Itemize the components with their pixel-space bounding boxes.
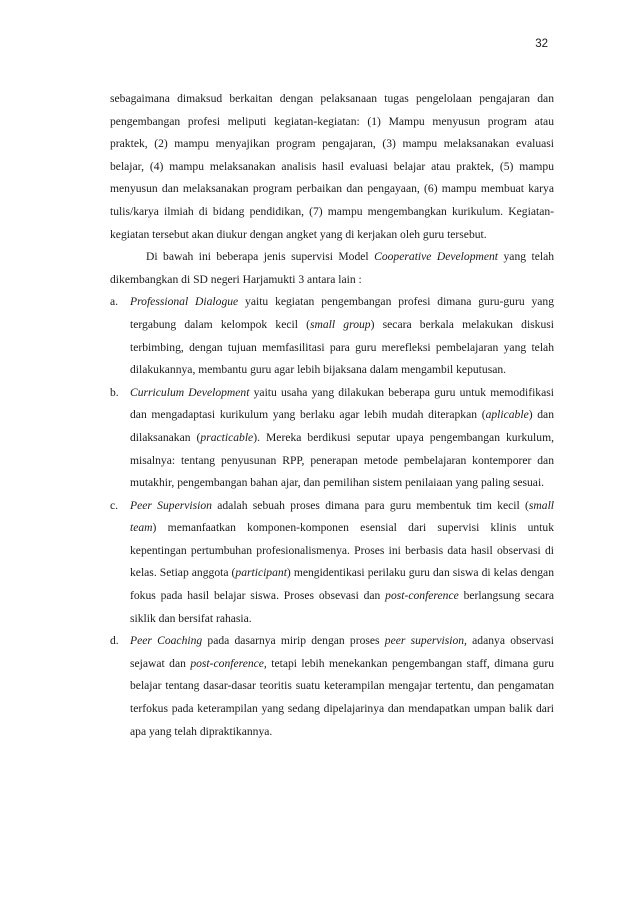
list-item-text	[130, 291, 554, 381]
item-term: Peer Supervision	[130, 498, 212, 512]
list-item-text	[130, 382, 554, 495]
list-item-text	[130, 495, 554, 631]
item-text: adanya observasi sejawat dan	[130, 634, 554, 670]
item-term: Peer Coaching	[130, 634, 203, 648]
item-emphasis: aplicable	[485, 408, 529, 422]
item-term: Curriculum Development	[130, 385, 250, 399]
item-text: ) memanfaatkan komponen-komponen esensial dari supervisi klinis untuk kepentingan pertumbuhan profesionalismenya. Proses ini berbasis data hasil observasi di kelas. Setiap anggota (	[130, 521, 554, 580]
list-item-curriculum-development	[110, 382, 554, 495]
item-text: tetapi lebih menekankan pengembangan staff, dimana guru belajar tentang dasar-dasar teoritis suatu keterampilan mengajar tertentu, dan pengamatan terfokus pada keterampilan yang sedang dipelajarinya dan mendapatkan umpan balik dari apa yang telah dipraktikannya.	[130, 656, 554, 738]
list-item-text	[130, 630, 554, 743]
list-item-peer-supervision	[110, 495, 554, 631]
item-emphasis: practicable	[200, 430, 254, 444]
item-text: ) mengidentikasi perilaku guru dan siswa di kelas dengan fokus pada hasil belajar siswa. Proses obsevasi dan	[130, 566, 554, 603]
page-number: 32	[535, 38, 548, 50]
item-text: ) dan dilaksanakan (	[130, 408, 555, 444]
lead-paragraph	[110, 246, 554, 291]
item-text: yaitu kegiatan pengembangan profesi dimana guru-guru yang tergabung dalam kelompok kecil (	[130, 295, 554, 331]
item-emphasis: post-conference	[385, 589, 459, 603]
item-text: berlangsung secara siklik dan bersifat rahasia.	[130, 589, 555, 625]
list-marker: c.	[110, 498, 119, 512]
intro-paragraph: sebagaimana dimaksud berkaitan dengan pelaksanaan tugas pengelolaan pengajaran dan pengembangan profesi meliputi kegiatan-kegiatan: (1) Mampu menyusun program atau praktek, (2) mampu menyajikan program pengajaran, (3) mampu melaksanakan evaluasi belajar, (4) mampu melaksanakan analisis hasil evaluasi belajar atau praktek, (5) mampu menyusun dan melaksanakan program perbaikan dan pengayaan, (6) mampu membuat karya tulis/karya ilmiah di bidang pendidikan, (7) mampu mengembangkan kurikulum. Kegiatan-kegiatan tersebut akan diukur dengan angket yang di kerjakan oleh guru tersebut.	[110, 92, 554, 241]
item-term: Professional Dialogue	[130, 295, 239, 309]
item-text: pada dasarnya mirip dengan proses	[202, 634, 385, 648]
page-body	[110, 88, 554, 743]
item-emphasis: participant	[235, 566, 287, 580]
list-marker: d.	[110, 634, 119, 648]
lead-text-after: yang telah dikembangkan di SD negeri Harjamukti 3 antara lain :	[110, 250, 555, 286]
item-text: ) secara berkala melakukan diskusi terbimbing, dengan tujuan memfasilitasi para guru merefleksi pembelajaran yang telah dilakukannya, membantu guru agar lebih bijaksana dalam mengambil keputusan.	[130, 317, 554, 377]
item-text: adalah sebuah proses dimana para guru membentuk tim kecil (	[211, 498, 529, 512]
item-text: ). Mereka berdikusi seputar upaya pengembangan kurkulum, misalnya: tentang penyusunan RPP, penerapan metode pembelajaran kontemporer dan mutakhir, pengembangan bahan ajar, dan pemilihan sistem penilaiaan yang paling sesuai.	[130, 430, 554, 490]
item-emphasis: small group	[310, 317, 371, 331]
lead-text-before: Di bawah ini beberapa jenis supervisi Model	[146, 250, 375, 264]
list-item-peer-coaching	[110, 630, 554, 743]
list-item-professional-dialogue	[110, 291, 554, 381]
lead-term: Cooperative Development	[374, 250, 499, 264]
item-emphasis: post-conference,	[190, 656, 267, 670]
list-marker: b.	[110, 385, 119, 399]
item-emphasis: small team	[130, 498, 555, 535]
list-marker: a.	[110, 295, 119, 309]
item-text: yaitu usaha yang dilakukan beberapa guru untuk memodifikasi dan mengadaptasi kurikulum yang berlaku agar lebih mudah diterapkan (	[130, 385, 554, 422]
item-emphasis: peer supervision,	[384, 634, 467, 648]
